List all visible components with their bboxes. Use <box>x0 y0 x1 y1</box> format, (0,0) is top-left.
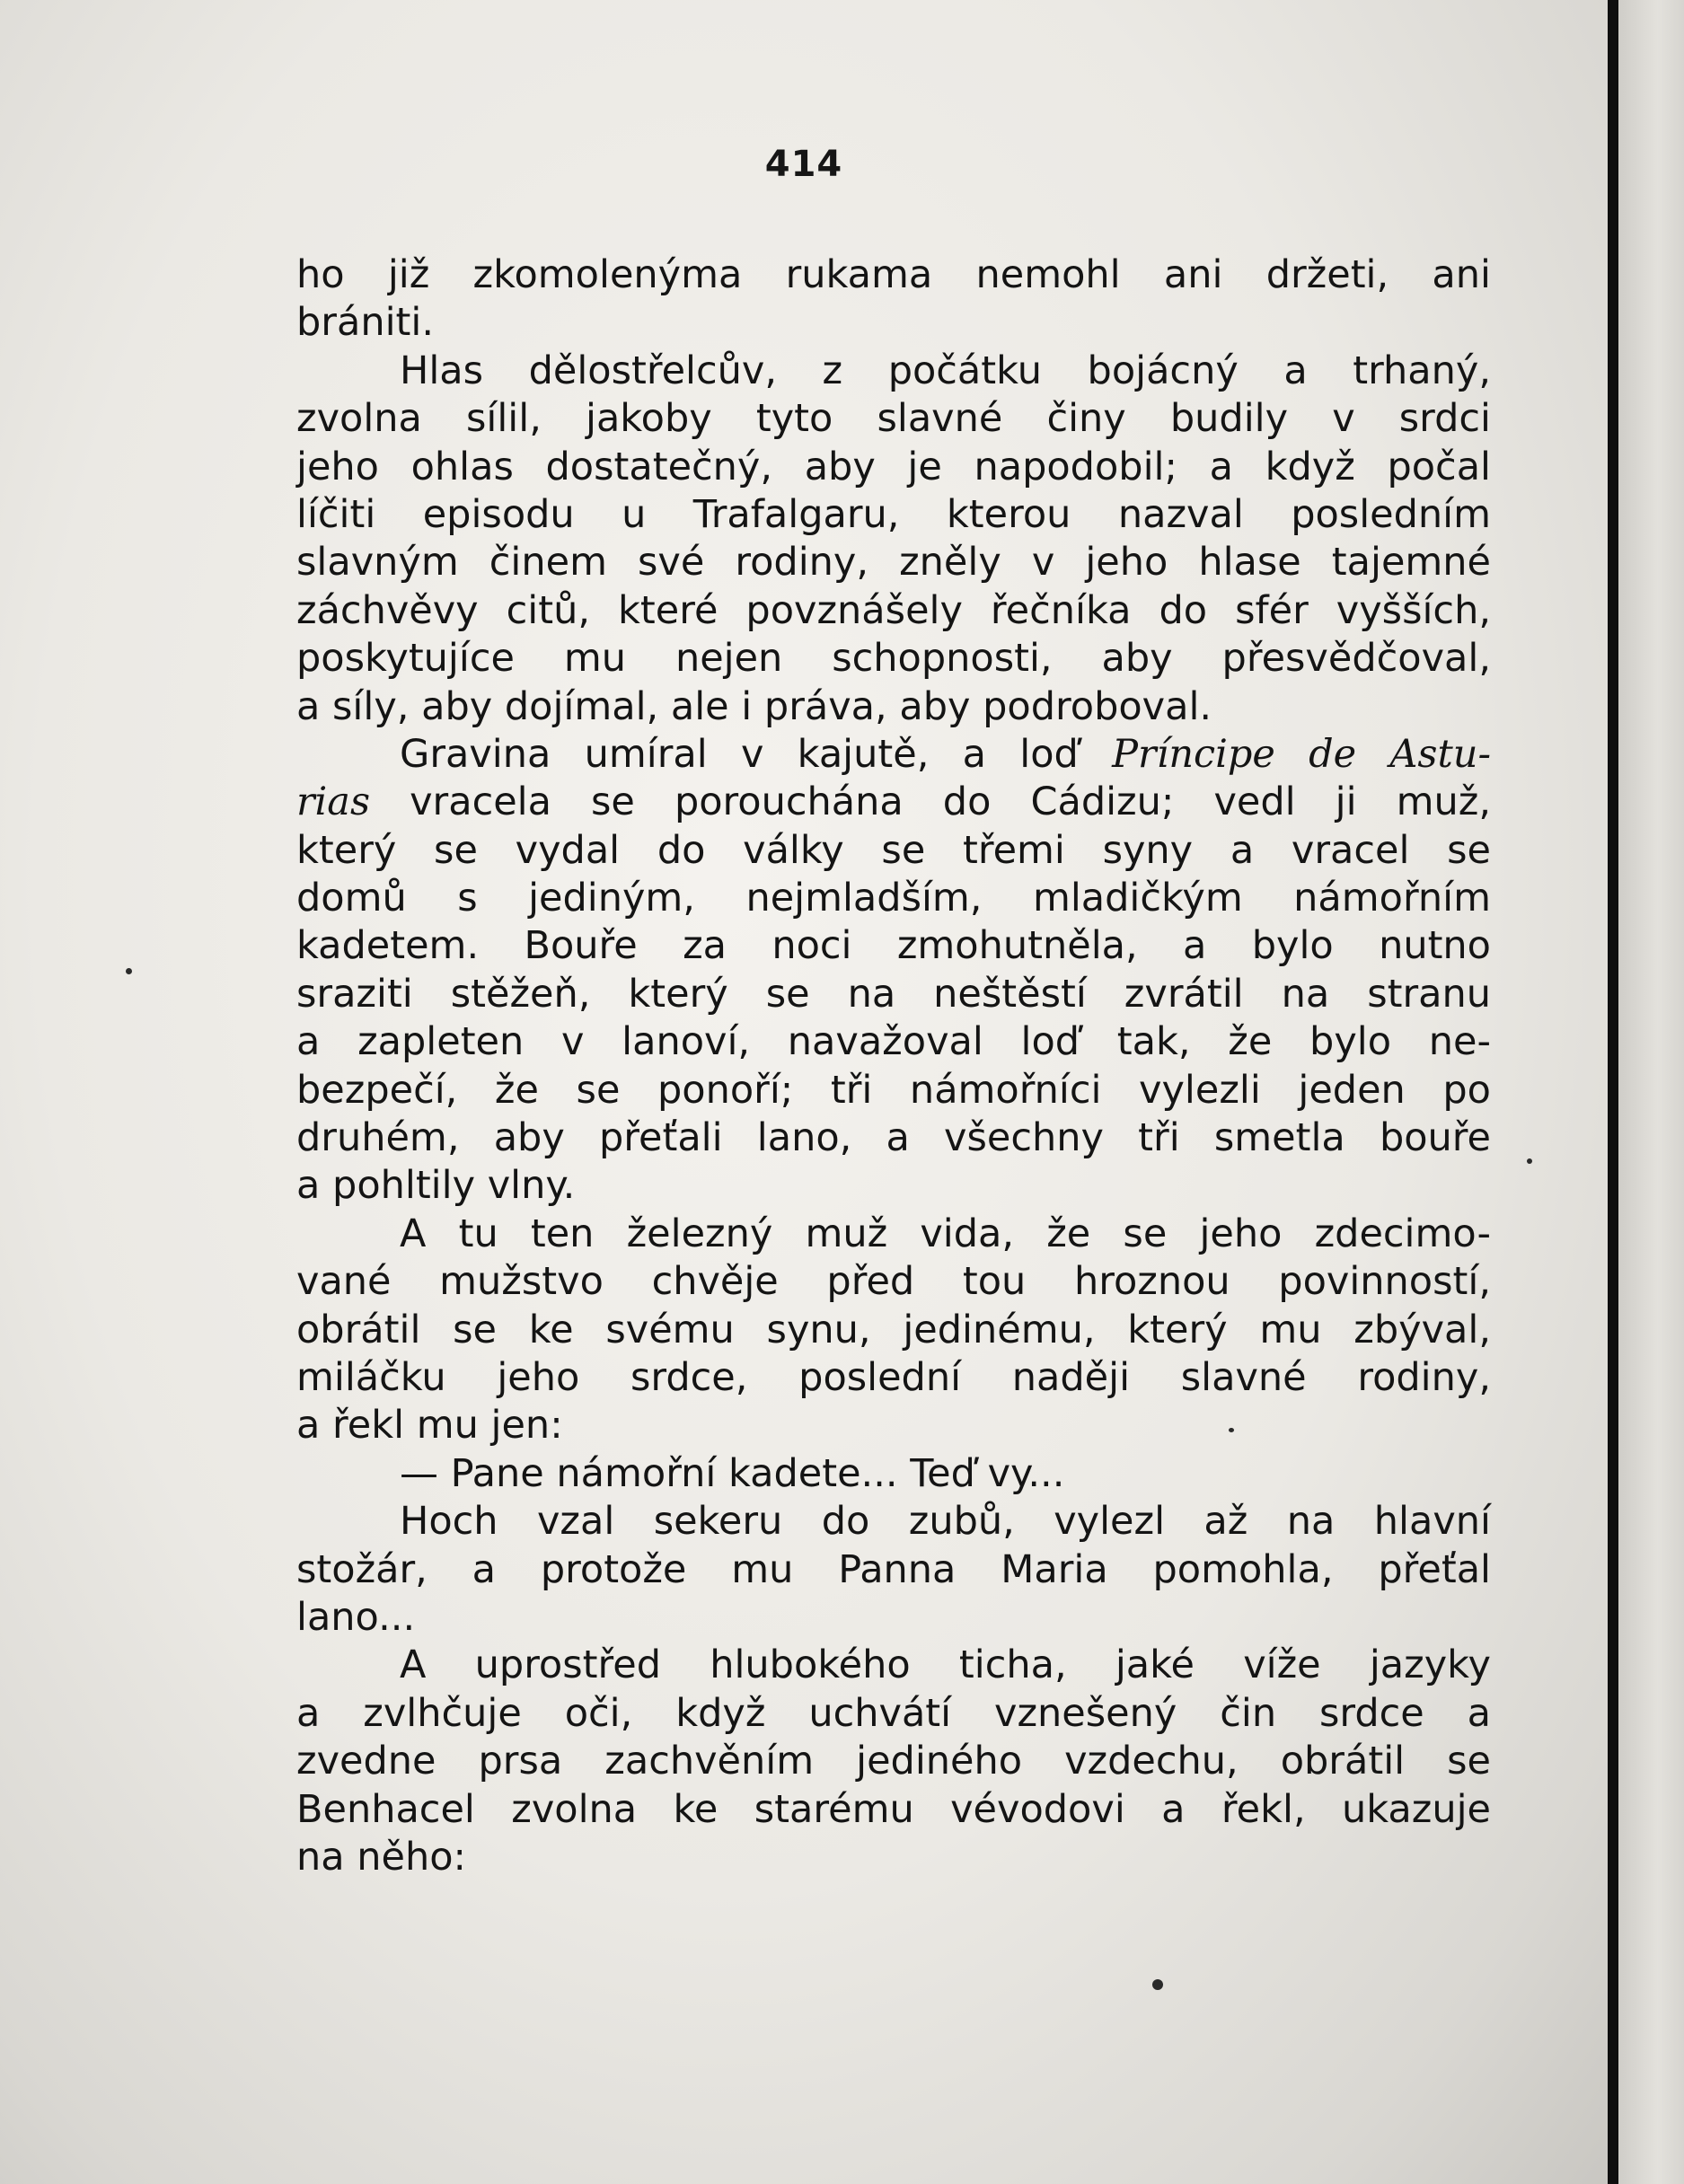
text-line: miláčku jeho srdce, poslední naději slavné rodiny, <box>296 1354 1491 1400</box>
text-line: a řekl mu jen: <box>296 1403 563 1449</box>
text-line: ho již zkomolenýma rukama nemohl ani držeti, ani <box>296 252 1491 297</box>
dialogue-line: — Pane námořní kadete... Teď vy... <box>400 1450 1065 1496</box>
text-line: a zapleten v lanoví, navažoval loď tak, že bylo ne- <box>296 1019 1491 1065</box>
text-line: poskytujíce mu nejen schopnosti, aby přesvědčoval, <box>296 636 1491 682</box>
scan-speck <box>1229 1428 1234 1432</box>
text-line: Hoch vzal sekeru do zubů, vylezl až na hlavní <box>400 1499 1491 1545</box>
text-line: na něho: <box>296 1834 467 1880</box>
body-text <box>296 251 1491 1881</box>
text-line: stožár, a protože mu Panna Maria pomohla, přeťal <box>296 1546 1491 1592</box>
ship-name: Príncipe de Astu- <box>1112 731 1491 777</box>
text-line: kadetem. Bouře za noci zmohutněla, a bylo nutno <box>296 923 1491 969</box>
text-line-mixed <box>296 779 1491 826</box>
text-line: Hlas dělostřelcův, z počátku bojácný a trhaný, <box>400 348 1491 393</box>
text-line: druhém, aby přeťali lano, a všechny tři smetla bouře <box>296 1115 1491 1161</box>
text-line: záchvěvy citů, které povznášely řečníka do sfér vyšších, <box>296 587 1491 633</box>
ship-name-continued: rias <box>296 779 371 825</box>
text-line: A tu ten železný muž vida, že se jeho zdecimo- <box>400 1211 1491 1256</box>
text-line: bezpečí, že se ponoří; tři námořníci vylezli jeden po <box>296 1067 1491 1113</box>
page-edge-shadow <box>1608 0 1618 2184</box>
next-page-sliver <box>1618 0 1684 2184</box>
text-line: a síly, aby dojímal, ale i práva, aby podroboval. <box>296 683 1212 729</box>
text-line: obrátil se ke svému synu, jedinému, který mu zbýval, <box>296 1307 1491 1352</box>
text-line: brániti. <box>296 300 434 346</box>
page-number: 414 <box>764 144 843 185</box>
text-line-mixed <box>296 731 1491 779</box>
text-line: slavným činem své rodiny, zněly v jeho hlase tajemné <box>296 540 1491 586</box>
text-line: Benhacel zvolna ke starému vévodovi a řekl, ukazuje <box>296 1786 1491 1832</box>
scan-speck <box>1152 1979 1163 1990</box>
text-line: domů s jediným, nejmladším, mladičkým námořním <box>296 876 1491 921</box>
text-line: sraziti stěžeň, který se na neštěstí zvrátil na stranu <box>296 971 1491 1017</box>
scan-speck <box>1527 1158 1532 1164</box>
text-line: a zvlhčuje oči, když uchvátí vznešený čin srdce a <box>296 1690 1491 1736</box>
text-line: lano... <box>296 1594 416 1640</box>
scan-speck <box>126 968 132 974</box>
text-line: a pohltily vlny. <box>296 1163 576 1209</box>
text-line: jeho ohlas dostatečný, aby je napodobil; a když počal <box>296 444 1491 489</box>
text-line: líčiti episodu u Trafalgaru, kterou nazval posledním <box>296 491 1491 537</box>
text-line: zvolna sílil, jakoby tyto slavné činy budily v srdci <box>296 396 1491 442</box>
text-line: zvedne prsa zachvěním jediného vzdechu, obrátil se <box>296 1739 1491 1784</box>
text-segment: vracela se porouchána do Cádizu; vedl ji muž, <box>410 779 1491 825</box>
text-line: vané mužstvo chvěje před tou hroznou povinností, <box>296 1259 1491 1305</box>
text-line: který se vydal do války se třemi syny a vracel se <box>296 827 1491 873</box>
text-segment: Gravina umíral v kajutě, a loď <box>400 731 1079 777</box>
text-line: A uprostřed hlubokého ticha, jaké víže jazyky <box>400 1642 1491 1688</box>
